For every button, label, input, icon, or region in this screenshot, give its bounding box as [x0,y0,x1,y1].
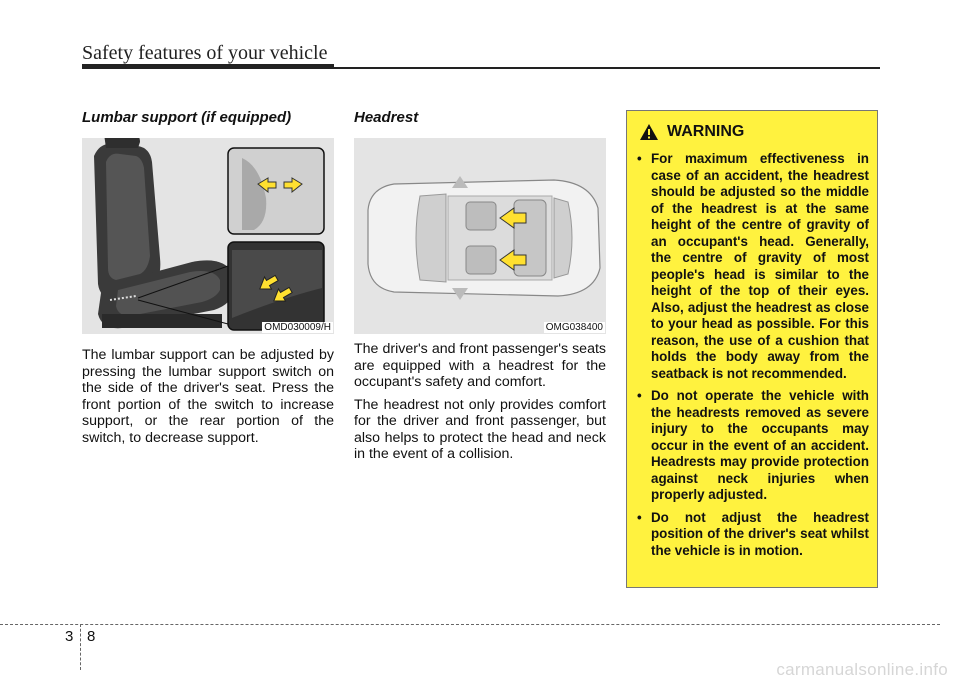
headrest-paragraph: The headrest not only provides comfort for the driver and front passenger, but also helps to protect the head and neck in the event of a collision. [354,396,606,462]
lumbar-figure [82,138,334,334]
headrest-body [354,341,606,469]
warning-box [626,110,878,588]
lumbar-figure-code: OMD030009/H [264,322,331,333]
lumbar-body [82,347,334,452]
warning-item: • For maximum effectiveness in case of an accident, the headrest should be adjusted so the middle of the headrest is at the same height of the centre of gravity of an occupant's head. Generally, the centre of gravity of most people's head is similar to the height of the top of their eyes. Also, adjust the headrest as close to your head as possible. For this reason, the use of a cushion that holds the body away from the seatback is not recommended. [637,151,869,381]
warning-list [637,151,869,565]
page-header-title: Safety features of your vehicle [82,42,328,64]
warning-triangle-icon [639,123,659,141]
header-rule-thin [334,67,880,69]
seat-illustration [82,138,334,334]
car-top-view-illustration [354,138,606,334]
lumbar-paragraph: The lumbar support can be adjusted by pressing the lumbar support switch on the side of the driver's seat. Press the front portion of the switch to increase support, or the rear portion of the switch, to decrease support. [82,347,334,446]
warning-header [639,122,744,142]
headrest-figure-code: OMG038400 [545,322,603,333]
warning-item: • Do not operate the vehicle with the headrests removed as severe injury to the occupants may occur in the event of an accident. Headrests may provide protection against neck injuries when properly adjusted. [637,388,869,502]
headrest-figure [354,138,606,334]
headrest-paragraph: The driver's and front passenger's seats are equipped with a headrest for the occupant's safety and comfort. [354,341,606,390]
warning-title: WARNING [667,123,745,140]
footer-rule [0,624,940,625]
watermark: carmanualsonline.info [776,660,948,679]
header-rule-thick [82,64,334,69]
warning-item: • Do not adjust the headrest position of the driver's seat whilst the vehicle is in motion. [637,509,869,558]
headrest-section-title: Headrest [354,109,419,126]
footer-divider [80,624,81,670]
lumbar-section-title: Lumbar support (if equipped) [82,109,292,126]
page-chapter-number: 3 [65,628,74,645]
page-number: 8 [87,628,96,645]
